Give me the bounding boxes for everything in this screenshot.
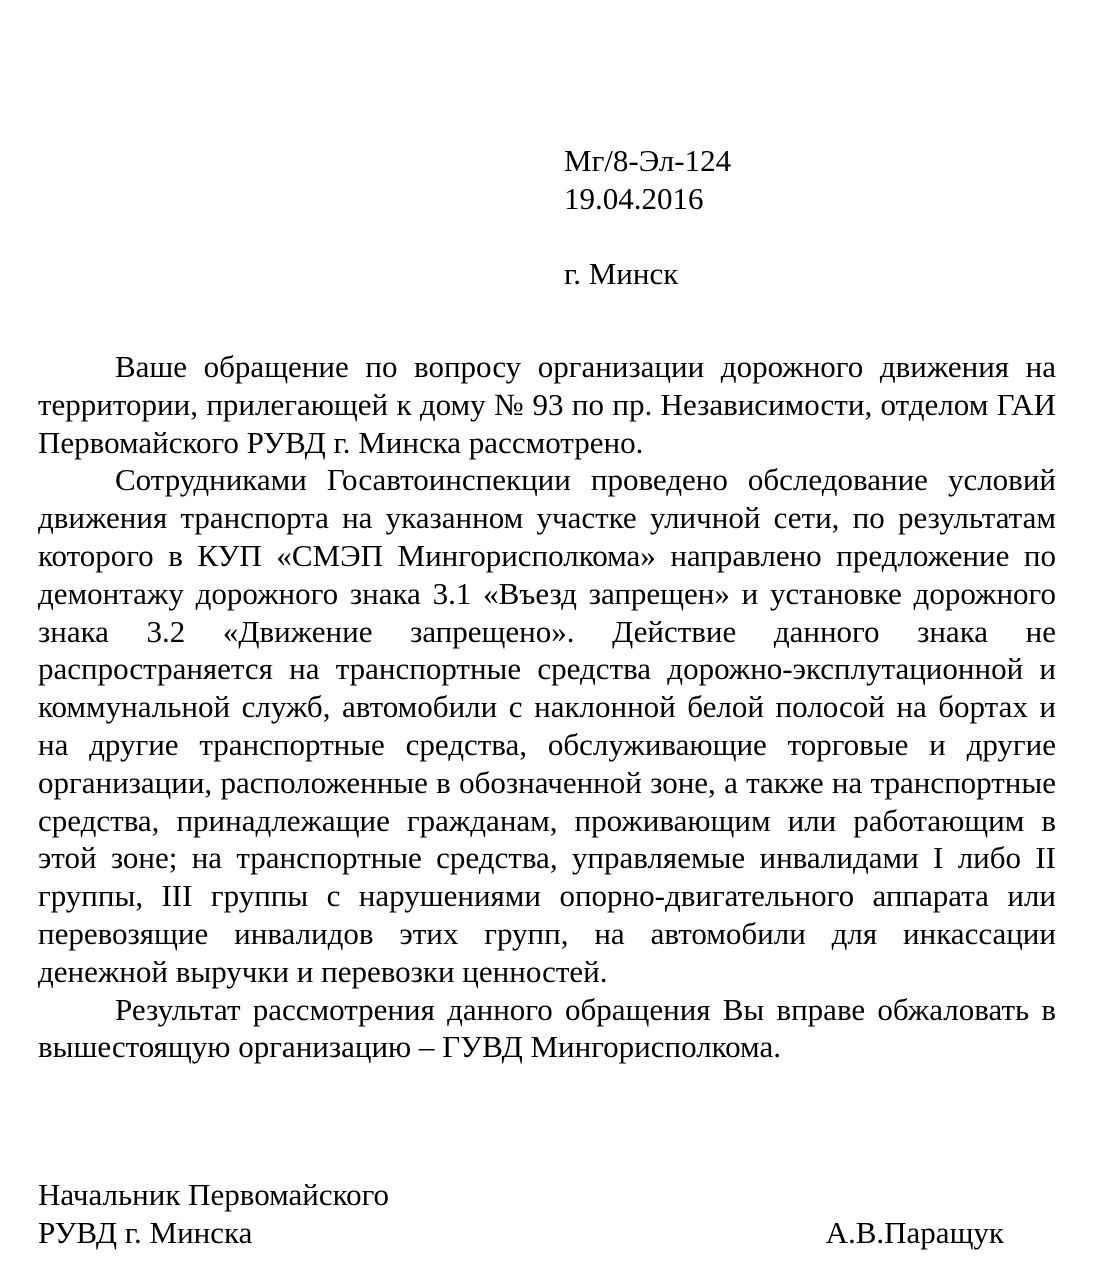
paragraph-3: Результат рассмотрения данного обращения Вы вправе обжаловать в вышестоящую организацию – ГУВД Мингорисполкома. <box>38 991 1056 1065</box>
signatory-position-line2: РУВД г. Минска <box>38 1214 253 1250</box>
letter-body <box>38 348 1056 1066</box>
reference-block <box>564 142 964 218</box>
signatory-name: А.В.Паращук <box>825 1214 1004 1250</box>
signatory-position-line1: Начальник Первомайского <box>38 1177 390 1212</box>
signature-block <box>38 1176 1056 1252</box>
paragraph-2: Сотрудниками Госавтоинспекции проведено обследование условий движения транспорта на указанном участке уличной сети, по результатам которого в КУП «СМЭП Мингорисполкома» направлено предложение по демонтажу дорожного знака 3.1 «Въезд запрещен» и установке дорожного знака 3.2 «Движение запрещено». Действие данного знака не распространяется на транспортные средства дорожно-эксплутационной и коммунальной служб, автомобили с наклонной белой полосой на бортах и на другие транспортные средства, обслуживающие торговые и другие организации, расположенные в обозначенной зоне, а также на транспортные средства, принадлежащие гражданам, проживающим или работающим в этой зоне; на транспортные средства, управляемые инвалидами I либо II группы, III группы с нарушениями опорно-двигательного аппарата или перевозящие инвалидов этих групп, на автомобили для инкассации денежной выручки и перевозки ценностей. <box>38 462 1056 989</box>
city-name: г. Минск <box>564 256 679 291</box>
letter-date: 19.04.2016 <box>564 180 704 216</box>
reference-number: Мг/8-Эл-124 <box>564 143 732 178</box>
paragraph-1: Ваше обращение по вопросу организации дорожного движения на территории, прилегающей к дому № 93 по пр. Независимости, отделом ГАИ Первомайского РУВД г. Минска рассмотрено. <box>38 349 1056 460</box>
